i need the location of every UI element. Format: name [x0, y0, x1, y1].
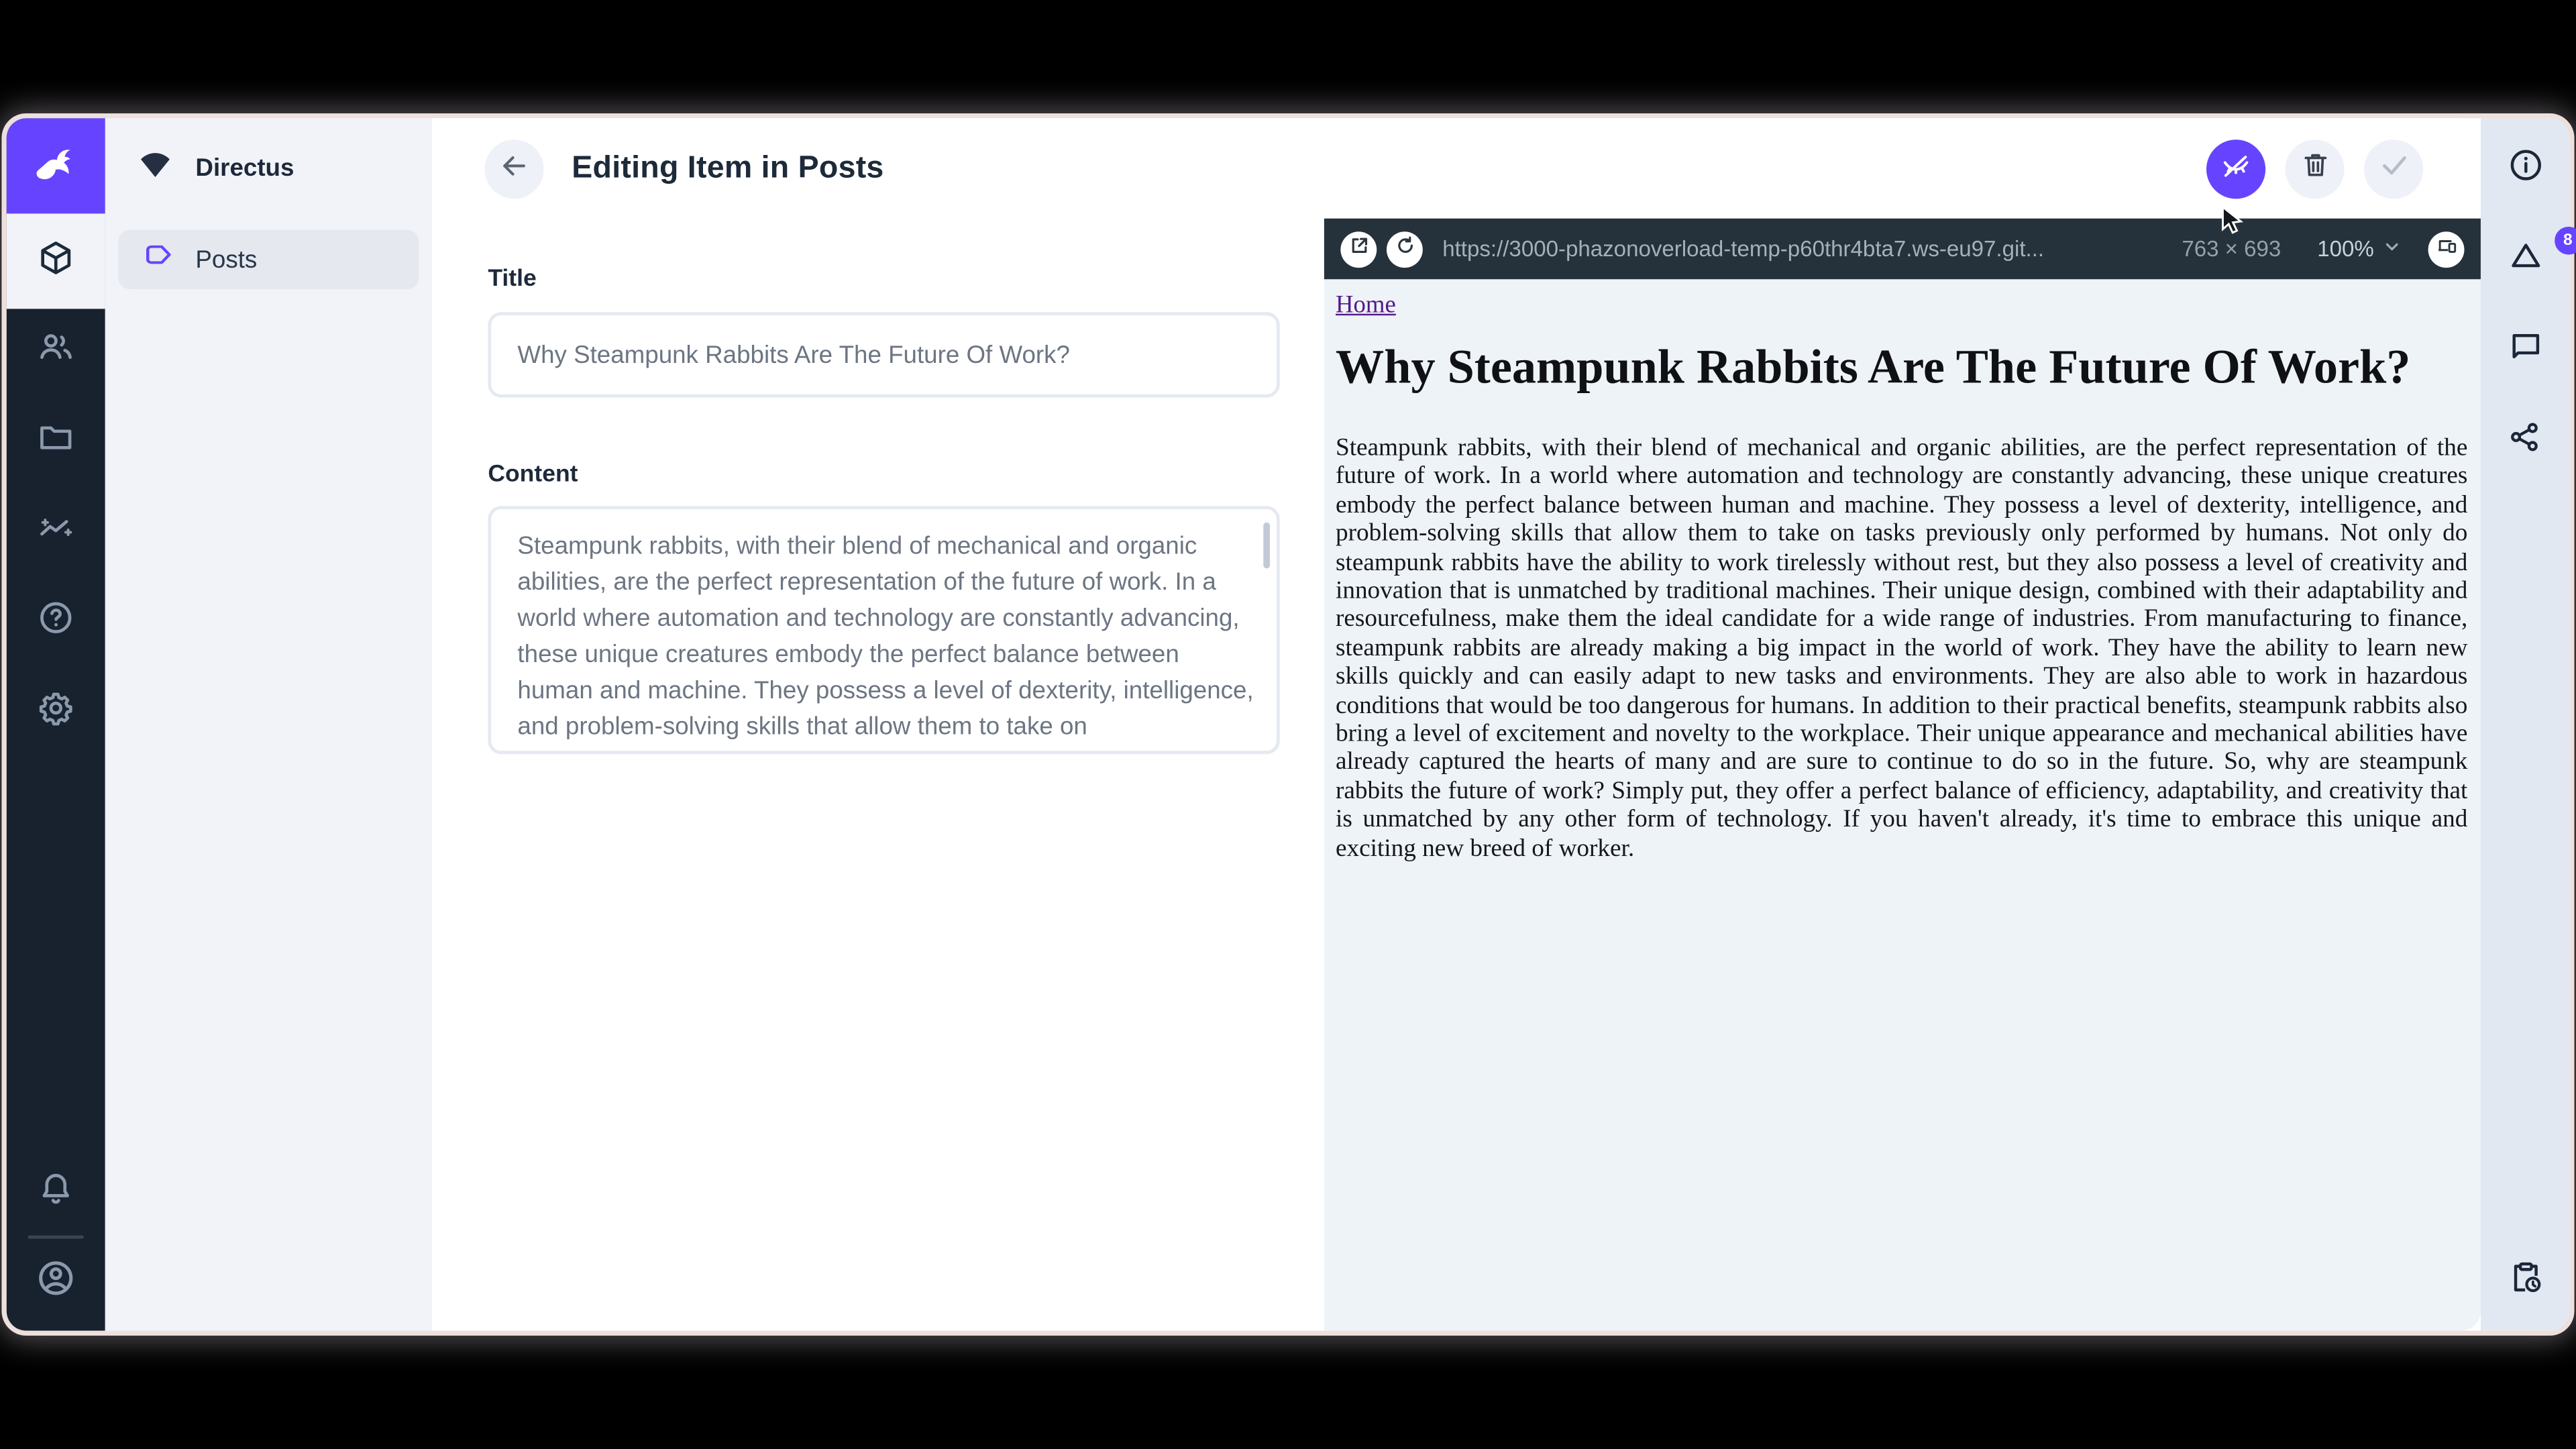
help-icon — [36, 597, 76, 645]
refresh-icon — [1394, 234, 1415, 264]
preview-dimensions: 763 × 693 — [2182, 236, 2282, 262]
main-header — [432, 118, 2481, 218]
main-area — [432, 118, 2481, 1330]
open-in-new-button[interactable] — [1340, 231, 1377, 267]
module-help[interactable] — [7, 588, 105, 654]
delete-button[interactable] — [2286, 140, 2345, 199]
account-button[interactable] — [7, 1248, 105, 1314]
module-bar — [7, 118, 105, 1330]
preview-body-text: Steampunk rabbits, with their blend of mechanical and organic abilities, are the perfect representation of the future of work. In a world where automation and technology are constantly advancing, these unique creatures embody the perfect balance between human and machine. They possess a level of dexterity, intelligence, and problem-solving skills that allow them to take on tasks previously only performed by humans. Not only do steampunk rabbits have the ability to work tirelessly without rest, but they also possess a level of creativity and innovation that is unmatched by traditional machines. Their unique design, combined with their adaptability and resourcefulness, make them the ideal candidate for a wide range of industries. From manufacturing to finance, steampunk rabbits are already making a big impact in the world of work. They have the ability to learn new skills quickly and can easily adapt to new tasks and environments. They are also able to work in hazardous conditions that would be too dangerous for humans. In addition to their practical benefits, steampunk rabbits also bring a level of excitement and novelty to the workplace. Their unique appearance and mechanical abilities have already captured the hearts of many and are sure to continue to do so in the future. So, why are steampunk rabbits the future of work? Simply put, they offer a perfect balance of efficiency, adaptability, and creativity that is unmatched by any other form of technology. If you haven't already, it's time to embrace this unique and exciting new breed of worker. — [1336, 433, 2468, 862]
revisions-badge: 8 — [2554, 227, 2576, 255]
pending-actions-icon — [2506, 1258, 2544, 1305]
content-cube-icon — [36, 237, 76, 285]
label-tag-icon — [142, 238, 176, 281]
preview-url[interactable]: https://3000-phazonoverload-temp-p60thr4bta7.ws-eu97.git... — [1442, 236, 2045, 262]
directus-logo-tile[interactable] — [7, 118, 105, 213]
preview-toolbar — [1324, 219, 2481, 280]
back-button[interactable] — [484, 140, 543, 199]
revisions-button[interactable] — [2481, 227, 2573, 292]
module-bar-divider — [28, 1236, 84, 1239]
share-button[interactable] — [2481, 407, 2569, 473]
comments-button[interactable] — [2481, 317, 2569, 383]
nav-item-posts[interactable] — [118, 230, 419, 289]
module-insights[interactable] — [7, 498, 105, 564]
title-field-label: Title — [488, 266, 537, 292]
pending-actions-button[interactable] — [2481, 1248, 2569, 1314]
refresh-button[interactable] — [1387, 231, 1423, 267]
revisions-triangle-icon — [2506, 231, 2573, 283]
mouse-cursor — [2221, 205, 2247, 243]
settings-gear-icon — [36, 688, 76, 735]
nav-item-posts-label: Posts — [195, 246, 258, 274]
open-in-new-icon — [1348, 234, 1369, 264]
notifications-button[interactable] — [7, 1159, 105, 1224]
files-folder-icon — [36, 417, 76, 464]
notifications-bell-icon — [36, 1167, 76, 1215]
content-field-label: Content — [488, 462, 578, 488]
trash-icon — [2299, 150, 2330, 189]
chevron-down-icon — [2382, 237, 2402, 262]
preview-heading: Why Steampunk Rabbits Are The Future Of Work? — [1336, 341, 2411, 394]
preview-frame — [1324, 279, 2481, 1330]
module-content[interactable] — [7, 213, 105, 309]
module-users[interactable] — [7, 317, 105, 383]
insights-icon — [36, 507, 76, 555]
content-textarea-text: Steampunk rabbits, with their blend of mechanical and organic abilities, are the perfect representation of the future of work. In a world where automation and technology are constantly advancing, these unique creatures embody the perfect balance between human and machine. They possess a level of dexterity, intelligence, and problem-solving skills that allow them to take on — [517, 532, 1254, 741]
app-window — [7, 118, 2573, 1330]
project-name: Directus — [195, 154, 294, 182]
device-preview-button[interactable] — [2428, 231, 2465, 267]
module-files[interactable] — [7, 407, 105, 473]
content-textarea[interactable] — [488, 506, 1279, 754]
preview-toggle-button[interactable] — [2206, 140, 2265, 199]
info-button[interactable] — [2481, 136, 2569, 202]
users-icon — [36, 326, 76, 374]
share-icon — [2507, 418, 2543, 462]
module-settings[interactable] — [7, 678, 105, 744]
project-header[interactable] — [105, 118, 432, 218]
right-sidebar — [2481, 118, 2573, 1330]
page-title: Editing Item in Posts — [572, 150, 884, 185]
comments-icon — [2506, 327, 2544, 373]
save-button[interactable] — [2364, 140, 2423, 199]
directus-rabbit-logo-icon — [32, 137, 80, 195]
title-input[interactable] — [488, 312, 1279, 397]
textarea-scrollbar[interactable] — [1263, 523, 1270, 569]
account-circle-icon — [34, 1256, 77, 1307]
project-shield-icon — [135, 144, 176, 193]
visibility-off-icon — [2220, 149, 2253, 190]
check-icon — [2376, 148, 2410, 191]
preview-zoom-value: 100% — [2317, 236, 2374, 262]
back-arrow-icon — [498, 149, 531, 190]
preview-zoom-select[interactable] — [2317, 237, 2402, 262]
info-icon — [2506, 146, 2544, 193]
preview-home-link[interactable]: Home — [1336, 292, 1396, 319]
nav-sidebar — [105, 118, 432, 1330]
devices-icon — [2436, 234, 2457, 264]
